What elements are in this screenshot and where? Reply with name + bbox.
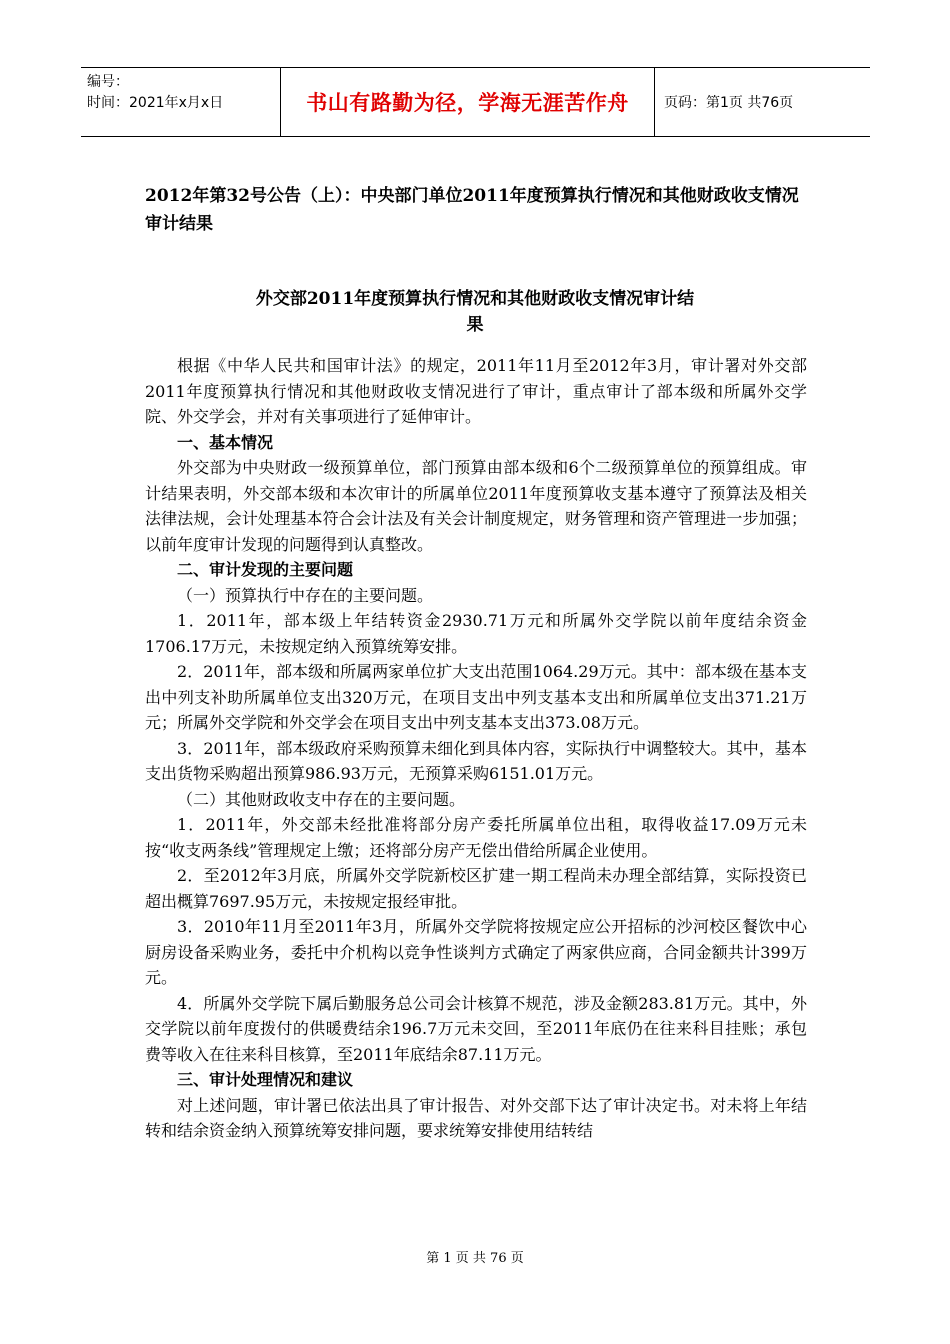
header-motto: 书山有路勤为径，学海无涯苦作舟 [281,68,655,136]
header-page-info: 页码：第1页 共76页 [664,95,794,111]
section-title-line-1: 外交部2011年度预算执行情况和其他财政收支情况审计结 [255,289,695,309]
section-title [145,286,805,338]
paragraph: 根据《中华人民共和国审计法》的规定，2011年11月至2012年3月，审计署对外交部2011年度预算执行情况和其他财政收支情况进行了审计，重点审计了部本级和所属外交学院、外交学会，并对有关事项进行了延伸审计。 [145,356,807,426]
paragraph: 2．2011年，部本级和所属两家单位扩大支出范围1064.29万元。其中：部本级在基本支出中列支补助所属单位支出320万元，在项目支出中列支基本支出和所属单位支出371.21万元；所属外交学院和外交学会在项目支出中列支基本支出373.08万元。 [145,662,807,732]
paragraph: 3．2010年11月至2011年3月，所属外交学院将按规定应公开招标的沙河校区餐饮中心厨房设备采购业务，委托中介机构以竞争性谈判方式确定了两家供应商，合同金额共计399万元。 [145,917,807,987]
page-footer: 第 1 页 共 76 页 [426,1251,524,1266]
heading-basic-info: 一、基本情况 [177,432,274,452]
body-text [145,353,807,1144]
paragraph: 4．所属外交学院下属后勤服务总公司会计核算不规范，涉及金额283.81万元。其中，外交学院以前年度拨付的供暖费结余196.7万元未交回，至2011年底仍在往来科目挂账；承包费等收入在往来科目核算，至2011年底结余87.11万元。 [145,993,807,1064]
heading-handling: 三、审计处理情况和建议 [177,1070,354,1089]
paragraph: 2．至2012年3月底，所属外交学院新校区扩建一期工程尚未办理全部结算，实际投资已超出概算7697.95万元，未按规定报经审批。 [145,866,807,911]
doc-time-label: 时间：2021年x月x日 [87,95,224,111]
paragraph: 对上述问题，审计署已依法出具了审计报告、对外交部下达了审计决定书。对未将上年结转和结余资金纳入预算统筹安排问题，要求统筹安排使用结转结 [145,1095,807,1140]
paragraph: 外交部为中央财政一级预算单位，部门预算由部本级和6个二级预算单位的预算组成。审计结果表明，外交部本级和本次审计的所属单位2011年度预算收支基本遵守了预算法及相关法律法规，会计处理基本符合会计法及有关会计制度规定，财务管理和资产管理进一步加强；以前年度审计发现的问题得到认真整改。 [145,458,807,554]
paragraph: 1．2011年，部本级上年结转资金2930.71万元和所属外交学院以前年度结余资金1706.17万元，未按规定纳入预算统筹安排。 [145,611,807,656]
document-title: 2012年第32号公告（上）：中央部门单位2011年度预算执行情况和其他财政收支情况审计结果 [145,186,799,234]
header-meta [81,68,281,136]
paragraph: 1．2011年，外交部未经批准将部分房产委托所属单位出租，取得收益17.09万元未按“收支两条线”管理规定上缴；还将部分房产无偿出借给所属企业使用。 [145,815,807,860]
paragraph: （一）预算执行中存在的主要问题。 [177,585,434,605]
paragraph: 3．2011年，部本级政府采购预算未细化到具体内容，实际执行中调整较大。其中，基本支出货物采购超出预算986.93万元，无预算采购6151.01万元。 [145,738,807,783]
paragraph: （二）其他财政收支中存在的主要问题。 [177,789,466,809]
heading-main-issues: 二、审计发现的主要问题 [177,560,354,579]
section-title-line-2: 果 [466,315,484,335]
header-table [81,67,870,137]
doc-number-label: 编号： [87,74,129,90]
